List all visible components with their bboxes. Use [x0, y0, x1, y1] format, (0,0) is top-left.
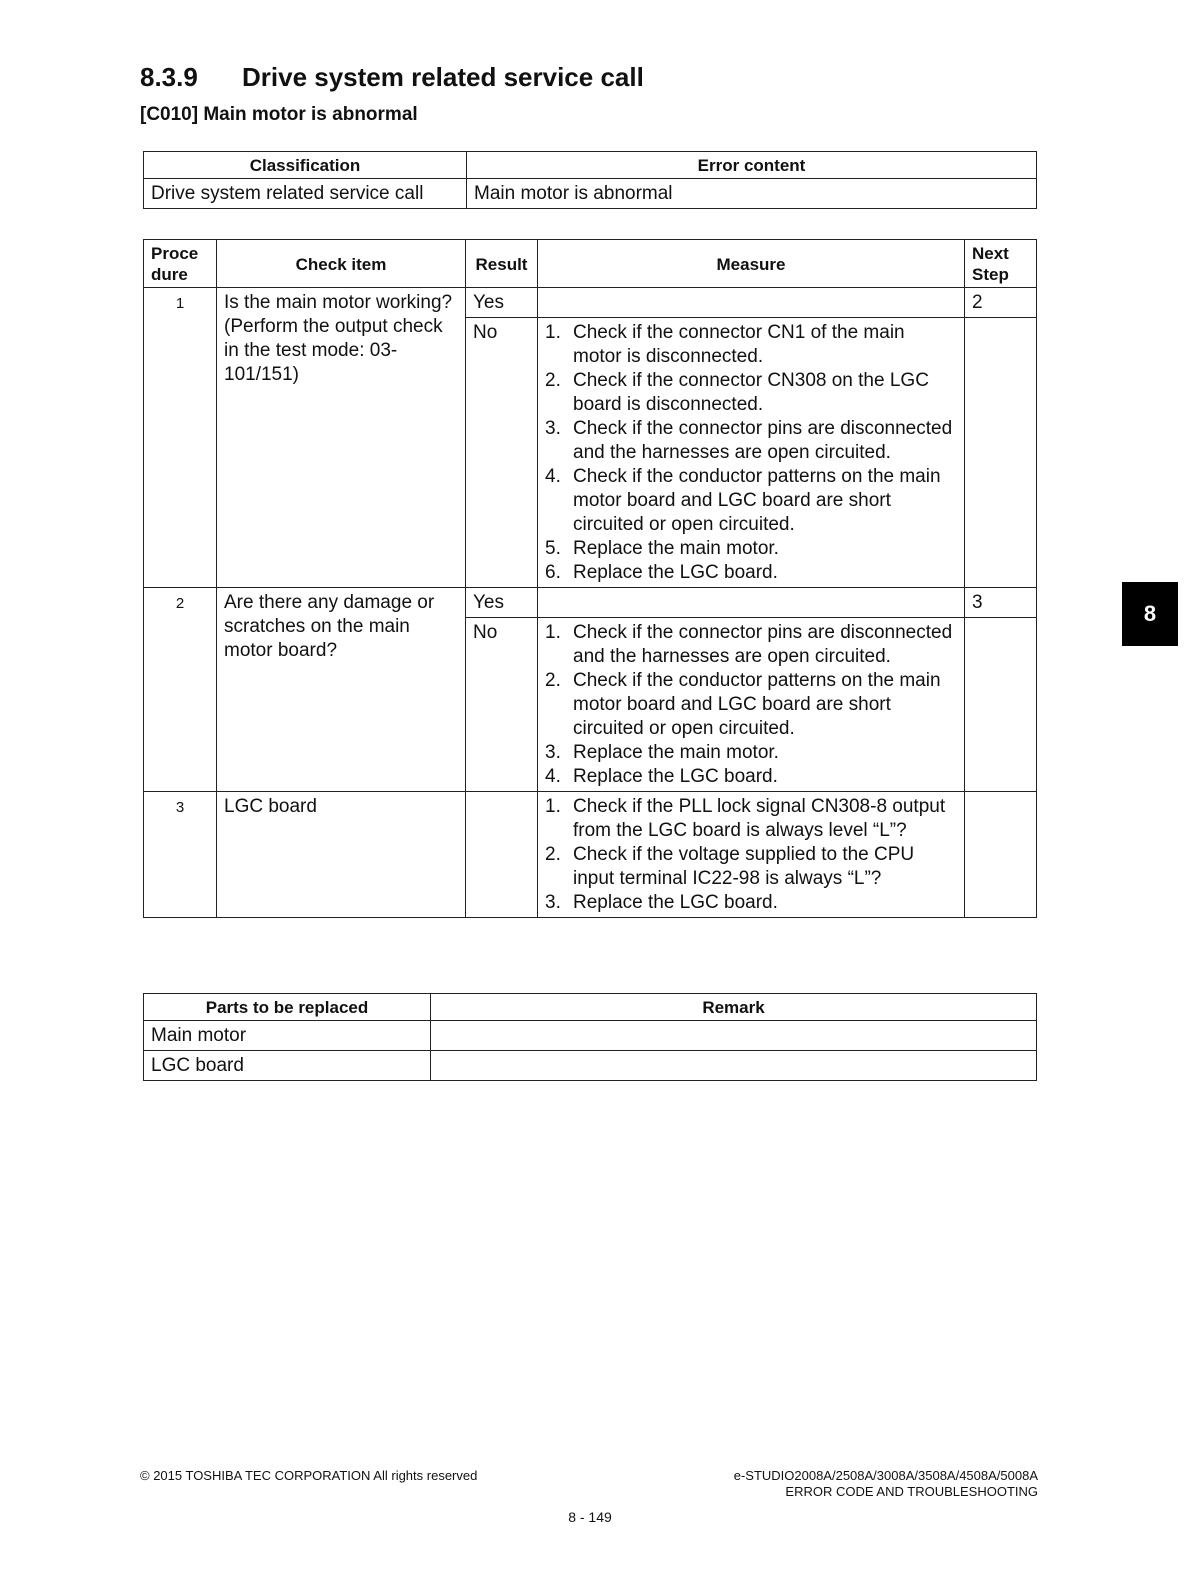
list-item: 4. Replace the LGC board. [545, 766, 778, 787]
footer-model-info [734, 1468, 1038, 1500]
classification-header-row [144, 152, 1037, 179]
procedure-number: 2 [144, 588, 217, 792]
list-item: 2. Check if the conductor patterns on the main motor board and LGC board are short circuited or open circuited. [545, 670, 941, 739]
error-content-value: Main motor is abnormal [467, 179, 1037, 209]
result-no: No [466, 618, 538, 792]
parts-header-row [144, 994, 1037, 1021]
list-item: 3. Replace the main motor. [545, 742, 779, 763]
result-no: No [466, 318, 538, 588]
list-item: 1. Check if the connector pins are disconnected and the harnesses are open circuited. [545, 622, 953, 667]
table-row [144, 288, 1037, 318]
measure-text: Replace the LGC board. [573, 892, 778, 913]
list-item: 3. Check if the connector pins are disconnected and the harnesses are open circuited. [545, 418, 953, 463]
next-step: 2 [965, 288, 1037, 318]
footer-chapter-title: ERROR CODE AND TROUBLESHOOTING [785, 1484, 1038, 1499]
check-item-header: Check item [217, 240, 466, 288]
part-name: Main motor [144, 1021, 431, 1051]
measure-text: Check if the connector pins are disconnected and the harnesses are open circuited. [573, 418, 953, 463]
check-item: Is the main motor working? (Perform the output check in the test mode: 03-101/151) [217, 288, 466, 588]
list-item: 1. Check if the connector CN1 of the main motor is disconnected. [545, 322, 905, 367]
measure-cell [538, 318, 965, 588]
check-table [143, 239, 1037, 918]
part-remark [431, 1051, 1037, 1081]
measure-text: Replace the LGC board. [573, 562, 778, 583]
list-item: 5. Replace the main motor. [545, 538, 779, 559]
next-step-header: Next Step [965, 240, 1037, 288]
next-step [965, 318, 1037, 588]
next-step: 3 [965, 588, 1037, 618]
section-number: 8.3.9 [140, 62, 198, 92]
result-yes: Yes [466, 588, 538, 618]
measure-text: Check if the voltage supplied to the CPU input terminal IC22-98 is always “L”? [573, 844, 915, 889]
next-step [965, 618, 1037, 792]
measure-text: Check if the connector CN1 of the main motor is disconnected. [573, 322, 905, 367]
classification-row [144, 179, 1037, 209]
procedure-header: Proce dure [144, 240, 217, 288]
measure-text: Check if the PLL lock signal CN308-8 output from the LGC board is always level “L”? [573, 796, 946, 841]
result-header: Result [466, 240, 538, 288]
list-item: 6. Replace the LGC board. [545, 562, 778, 583]
table-row [144, 1021, 1037, 1051]
measure-cell [538, 618, 965, 792]
list-item: 2. Check if the connector CN308 on the LGC board is disconnected. [545, 370, 929, 415]
table-row [144, 792, 1037, 918]
parts-table [143, 993, 1037, 1081]
section-heading [140, 62, 644, 93]
measure-text: Replace the main motor. [573, 742, 779, 763]
classification-header: Classification [144, 152, 467, 179]
section-title: Drive system related service call [242, 62, 644, 92]
result-cell [466, 792, 538, 918]
result-yes: Yes [466, 288, 538, 318]
footer-copyright: © 2015 TOSHIBA TEC CORPORATION All rights reserved [140, 1468, 478, 1483]
part-name: LGC board [144, 1051, 431, 1081]
measure-text: Check if the connector pins are disconnected and the harnesses are open circuited. [573, 622, 953, 667]
list-item: 3. Replace the LGC board. [545, 892, 778, 913]
remark-header: Remark [431, 994, 1037, 1021]
error-content-header: Error content [467, 152, 1037, 179]
table-row [144, 588, 1037, 618]
measure-cell [538, 792, 965, 918]
measure-text: Check if the connector CN308 on the LGC board is disconnected. [573, 370, 929, 415]
measure-text: Check if the conductor patterns on the main motor board and LGC board are short circuited or open circuited. [573, 670, 941, 739]
classification-value: Drive system related service call [144, 179, 467, 209]
page-number: 8 - 149 [568, 1509, 612, 1525]
measure-cell [538, 588, 965, 618]
list-item: 2. Check if the voltage supplied to the CPU input terminal IC22-98 is always “L”? [545, 844, 915, 889]
part-remark [431, 1021, 1037, 1051]
chapter-tab: 8 [1122, 582, 1178, 646]
table-row [144, 1051, 1037, 1081]
footer-model: e-STUDIO2008A/2508A/3008A/3508A/4508A/5008A [733, 1468, 1038, 1483]
measure-cell [538, 288, 965, 318]
measure-list [545, 621, 957, 789]
measure-text: Replace the main motor. [573, 538, 779, 559]
check-item: Are there any damage or scratches on the main motor board? [217, 588, 466, 792]
list-item: 4. Check if the conductor patterns on the main motor board and LGC board are short circuited or open circuited. [545, 466, 941, 535]
procedure-number: 1 [144, 288, 217, 588]
check-item: LGC board [217, 792, 466, 918]
next-step [965, 792, 1037, 918]
measure-header: Measure [538, 240, 965, 288]
check-table-header-row [144, 240, 1037, 288]
measure-list [545, 795, 957, 915]
measure-text: Replace the LGC board. [573, 766, 778, 787]
classification-table [143, 151, 1037, 209]
measure-text: Check if the conductor patterns on the main motor board and LGC board are short circuited or open circuited. [573, 466, 941, 535]
list-item: 1. Check if the PLL lock signal CN308-8 output from the LGC board is always level “L”? [545, 796, 946, 841]
parts-header: Parts to be replaced [144, 994, 431, 1021]
error-code-heading: [C010] Main motor is abnormal [140, 104, 418, 125]
measure-list [545, 321, 957, 585]
procedure-number: 3 [144, 792, 217, 918]
